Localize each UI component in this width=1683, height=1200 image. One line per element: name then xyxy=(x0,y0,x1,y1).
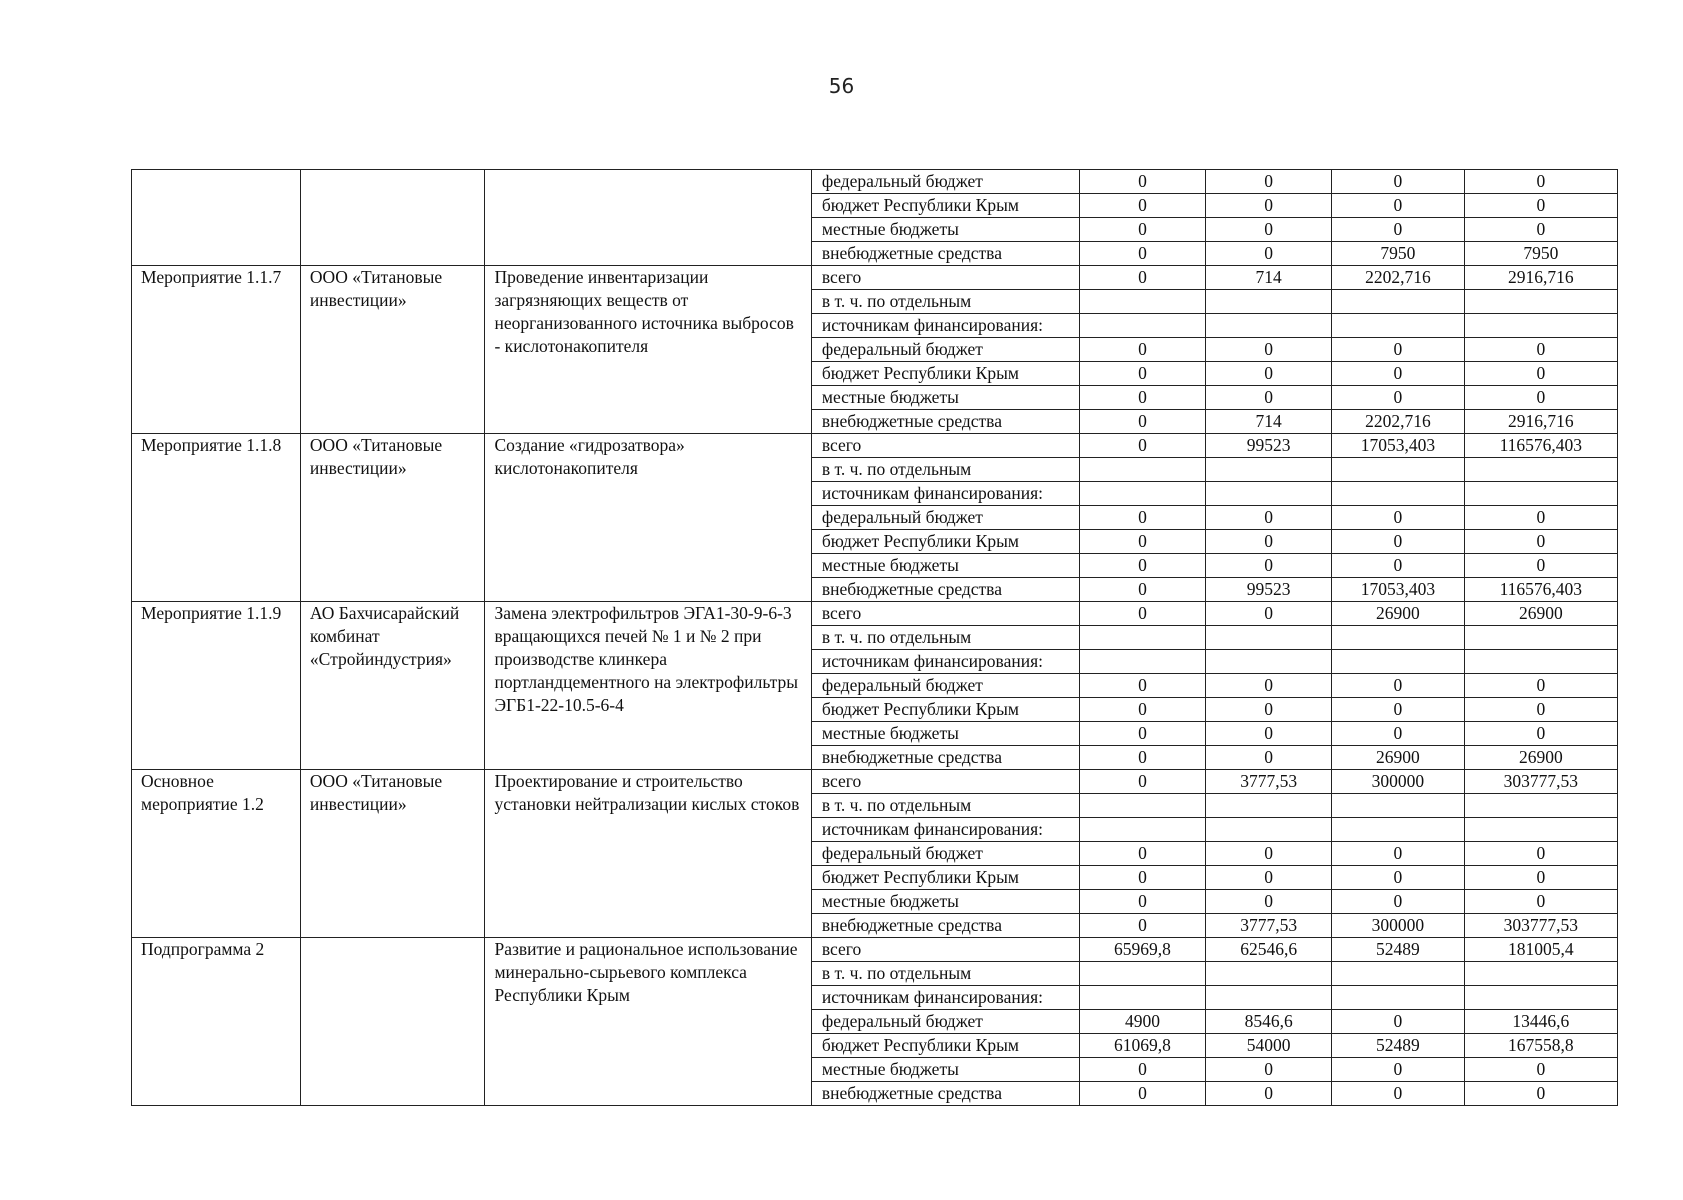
value-cell xyxy=(1332,290,1464,314)
value-cell xyxy=(1206,290,1332,314)
value-cell xyxy=(1332,314,1464,338)
source-label: бюджет Республики Крым xyxy=(811,194,1079,218)
source-label: бюджет Республики Крым xyxy=(811,866,1079,890)
value-cell xyxy=(1332,962,1464,986)
value-cell: 0 xyxy=(1206,386,1332,410)
value-cell: 300000 xyxy=(1332,770,1464,794)
value-cell: 0 xyxy=(1206,674,1332,698)
value-cell: 181005,4 xyxy=(1464,938,1617,962)
value-cell: 0 xyxy=(1464,1082,1617,1106)
value-cell: 0 xyxy=(1206,554,1332,578)
value-cell: 0 xyxy=(1206,890,1332,914)
source-label: местные бюджеты xyxy=(811,890,1079,914)
page-number: 56 xyxy=(828,74,855,98)
value-cell: 0 xyxy=(1332,338,1464,362)
value-cell: 0 xyxy=(1332,194,1464,218)
value-cell: 0 xyxy=(1332,674,1464,698)
value-cell xyxy=(1079,794,1205,818)
value-cell: 0 xyxy=(1079,842,1205,866)
value-cell: 0 xyxy=(1079,674,1205,698)
source-label: внебюджетные средства xyxy=(811,410,1079,434)
value-cell: 0 xyxy=(1206,338,1332,362)
value-cell: 714 xyxy=(1206,266,1332,290)
value-cell: 0 xyxy=(1464,338,1617,362)
source-label: всего xyxy=(811,266,1079,290)
value-cell: 0 xyxy=(1206,746,1332,770)
value-cell: 26900 xyxy=(1332,602,1464,626)
value-cell: 0 xyxy=(1464,170,1617,194)
source-label: федеральный бюджет xyxy=(811,170,1079,194)
value-cell: 0 xyxy=(1079,722,1205,746)
description-cell: Проектирование и строительство установки нейтрализации кислых стоков xyxy=(485,770,811,938)
value-cell: 0 xyxy=(1079,1058,1205,1082)
value-cell xyxy=(1206,314,1332,338)
table-row xyxy=(132,770,1618,794)
value-cell: 26900 xyxy=(1464,602,1617,626)
source-label: в т. ч. по отдельным xyxy=(811,290,1079,314)
value-cell: 3777,53 xyxy=(1206,770,1332,794)
value-cell xyxy=(1464,650,1617,674)
value-cell: 714 xyxy=(1206,410,1332,434)
value-cell: 0 xyxy=(1332,1010,1464,1034)
source-label: бюджет Республики Крым xyxy=(811,530,1079,554)
value-cell xyxy=(1206,986,1332,1010)
value-cell: 3777,53 xyxy=(1206,914,1332,938)
executor-cell xyxy=(300,938,485,1106)
source-label: в т. ч. по отдельным xyxy=(811,458,1079,482)
source-label: источникам финансирования: xyxy=(811,482,1079,506)
source-label: внебюджетные средства xyxy=(811,578,1079,602)
value-cell: 0 xyxy=(1079,386,1205,410)
source-label: федеральный бюджет xyxy=(811,842,1079,866)
value-cell: 2916,716 xyxy=(1464,266,1617,290)
value-cell: 0 xyxy=(1079,170,1205,194)
value-cell: 0 xyxy=(1332,890,1464,914)
value-cell xyxy=(1464,986,1617,1010)
value-cell: 0 xyxy=(1079,746,1205,770)
value-cell xyxy=(1332,986,1464,1010)
value-cell: 0 xyxy=(1079,218,1205,242)
table-row xyxy=(132,602,1618,626)
source-label: федеральный бюджет xyxy=(811,338,1079,362)
source-label: всего xyxy=(811,770,1079,794)
value-cell: 0 xyxy=(1332,842,1464,866)
value-cell: 0 xyxy=(1332,362,1464,386)
value-cell: 7950 xyxy=(1332,242,1464,266)
value-cell xyxy=(1332,818,1464,842)
table-row xyxy=(132,266,1618,290)
value-cell: 116576,403 xyxy=(1464,578,1617,602)
value-cell: 0 xyxy=(1332,530,1464,554)
value-cell: 0 xyxy=(1206,218,1332,242)
value-cell: 0 xyxy=(1206,242,1332,266)
value-cell xyxy=(1079,650,1205,674)
value-cell xyxy=(1079,818,1205,842)
value-cell: 0 xyxy=(1079,578,1205,602)
value-cell: 17053,403 xyxy=(1332,434,1464,458)
source-label: бюджет Республики Крым xyxy=(811,362,1079,386)
value-cell xyxy=(1464,482,1617,506)
source-label: всего xyxy=(811,938,1079,962)
value-cell xyxy=(1464,290,1617,314)
source-label: местные бюджеты xyxy=(811,722,1079,746)
value-cell: 0 xyxy=(1206,842,1332,866)
description-cell: Проведение инвентаризации загрязняющих веществ от неорганизованного источника выбросов - кислотонакопителя xyxy=(485,266,811,434)
value-cell: 0 xyxy=(1332,1058,1464,1082)
source-label: источникам финансирования: xyxy=(811,650,1079,674)
value-cell xyxy=(1464,818,1617,842)
value-cell: 303777,53 xyxy=(1464,770,1617,794)
value-cell xyxy=(1332,458,1464,482)
value-cell: 0 xyxy=(1332,698,1464,722)
name-cell: Основное мероприятие 1.2 xyxy=(132,770,301,938)
name-cell: Подпрограмма 2 xyxy=(132,938,301,1106)
value-cell: 0 xyxy=(1332,722,1464,746)
value-cell: 0 xyxy=(1332,554,1464,578)
value-cell: 0 xyxy=(1464,890,1617,914)
value-cell: 0 xyxy=(1206,602,1332,626)
description-cell: Создание «гидрозатвора» кислотонакопителя xyxy=(485,434,811,602)
source-label: местные бюджеты xyxy=(811,218,1079,242)
value-cell: 2202,716 xyxy=(1332,410,1464,434)
name-cell: Мероприятие 1.1.8 xyxy=(132,434,301,602)
value-cell xyxy=(1206,818,1332,842)
source-label: источникам финансирования: xyxy=(811,818,1079,842)
value-cell: 0 xyxy=(1464,506,1617,530)
value-cell xyxy=(1206,962,1332,986)
value-cell: 0 xyxy=(1206,866,1332,890)
name-cell xyxy=(132,170,301,266)
value-cell xyxy=(1079,314,1205,338)
value-cell: 0 xyxy=(1332,386,1464,410)
value-cell: 0 xyxy=(1206,362,1332,386)
value-cell: 0 xyxy=(1464,554,1617,578)
value-cell: 52489 xyxy=(1332,938,1464,962)
table-body xyxy=(132,170,1618,1106)
value-cell: 167558,8 xyxy=(1464,1034,1617,1058)
value-cell: 0 xyxy=(1206,722,1332,746)
value-cell: 99523 xyxy=(1206,578,1332,602)
value-cell: 0 xyxy=(1332,506,1464,530)
value-cell: 99523 xyxy=(1206,434,1332,458)
value-cell: 0 xyxy=(1464,530,1617,554)
executor-cell xyxy=(300,170,485,266)
value-cell: 300000 xyxy=(1332,914,1464,938)
description-cell: Развитие и рациональное использование минерально-сырьевого комплекса Республики Крым xyxy=(485,938,811,1106)
description-cell xyxy=(485,170,811,266)
value-cell: 0 xyxy=(1332,1082,1464,1106)
source-label: в т. ч. по отдельным xyxy=(811,794,1079,818)
table-row xyxy=(132,434,1618,458)
value-cell: 0 xyxy=(1079,362,1205,386)
source-label: местные бюджеты xyxy=(811,1058,1079,1082)
name-cell: Мероприятие 1.1.7 xyxy=(132,266,301,434)
value-cell: 0 xyxy=(1464,362,1617,386)
value-cell xyxy=(1079,482,1205,506)
value-cell xyxy=(1464,458,1617,482)
value-cell: 0 xyxy=(1464,842,1617,866)
value-cell: 0 xyxy=(1079,890,1205,914)
value-cell: 0 xyxy=(1206,698,1332,722)
value-cell: 0 xyxy=(1079,866,1205,890)
value-cell: 0 xyxy=(1079,434,1205,458)
source-label: всего xyxy=(811,602,1079,626)
value-cell: 61069,8 xyxy=(1079,1034,1205,1058)
source-label: федеральный бюджет xyxy=(811,1010,1079,1034)
value-cell: 0 xyxy=(1206,530,1332,554)
value-cell xyxy=(1079,290,1205,314)
source-label: источникам финансирования: xyxy=(811,986,1079,1010)
value-cell xyxy=(1464,626,1617,650)
source-label: местные бюджеты xyxy=(811,554,1079,578)
value-cell: 0 xyxy=(1206,194,1332,218)
source-label: местные бюджеты xyxy=(811,386,1079,410)
value-cell: 0 xyxy=(1206,170,1332,194)
value-cell: 0 xyxy=(1464,194,1617,218)
value-cell: 0 xyxy=(1079,1082,1205,1106)
value-cell xyxy=(1332,650,1464,674)
source-label: источникам финансирования: xyxy=(811,314,1079,338)
value-cell: 0 xyxy=(1079,242,1205,266)
value-cell: 0 xyxy=(1206,506,1332,530)
name-cell: Мероприятие 1.1.9 xyxy=(132,602,301,770)
value-cell xyxy=(1206,458,1332,482)
value-cell: 0 xyxy=(1464,698,1617,722)
value-cell: 0 xyxy=(1079,602,1205,626)
financing-table xyxy=(131,169,1618,1106)
value-cell: 54000 xyxy=(1206,1034,1332,1058)
table-row xyxy=(132,938,1618,962)
source-label: всего xyxy=(811,434,1079,458)
source-label: федеральный бюджет xyxy=(811,674,1079,698)
value-cell: 7950 xyxy=(1464,242,1617,266)
executor-cell: АО Бахчисарайский комбинат «Стройиндустрия» xyxy=(300,602,485,770)
value-cell xyxy=(1332,626,1464,650)
source-label: внебюджетные средства xyxy=(811,746,1079,770)
value-cell xyxy=(1332,482,1464,506)
executor-cell: ООО «Титановые инвестиции» xyxy=(300,266,485,434)
value-cell: 0 xyxy=(1079,530,1205,554)
value-cell xyxy=(1206,794,1332,818)
value-cell: 0 xyxy=(1079,770,1205,794)
value-cell: 0 xyxy=(1464,722,1617,746)
value-cell: 0 xyxy=(1206,1058,1332,1082)
value-cell: 4900 xyxy=(1079,1010,1205,1034)
executor-cell: ООО «Титановые инвестиции» xyxy=(300,770,485,938)
value-cell: 17053,403 xyxy=(1332,578,1464,602)
value-cell: 62546,6 xyxy=(1206,938,1332,962)
value-cell xyxy=(1079,986,1205,1010)
value-cell xyxy=(1206,650,1332,674)
value-cell: 26900 xyxy=(1332,746,1464,770)
value-cell xyxy=(1464,314,1617,338)
value-cell: 0 xyxy=(1079,266,1205,290)
value-cell xyxy=(1206,482,1332,506)
value-cell xyxy=(1079,458,1205,482)
value-cell: 0 xyxy=(1079,338,1205,362)
source-label: в т. ч. по отдельным xyxy=(811,962,1079,986)
source-label: в т. ч. по отдельным xyxy=(811,626,1079,650)
source-label: внебюджетные средства xyxy=(811,242,1079,266)
value-cell: 26900 xyxy=(1464,746,1617,770)
value-cell: 52489 xyxy=(1332,1034,1464,1058)
value-cell: 0 xyxy=(1206,1082,1332,1106)
value-cell xyxy=(1464,794,1617,818)
value-cell: 0 xyxy=(1079,698,1205,722)
value-cell xyxy=(1079,626,1205,650)
value-cell: 2202,716 xyxy=(1332,266,1464,290)
value-cell: 0 xyxy=(1079,554,1205,578)
value-cell: 0 xyxy=(1079,410,1205,434)
value-cell: 13446,6 xyxy=(1464,1010,1617,1034)
value-cell: 0 xyxy=(1464,866,1617,890)
executor-cell: ООО «Титановые инвестиции» xyxy=(300,434,485,602)
value-cell: 8546,6 xyxy=(1206,1010,1332,1034)
value-cell: 0 xyxy=(1079,914,1205,938)
value-cell: 0 xyxy=(1464,386,1617,410)
value-cell: 0 xyxy=(1332,170,1464,194)
value-cell: 303777,53 xyxy=(1464,914,1617,938)
source-label: бюджет Республики Крым xyxy=(811,1034,1079,1058)
source-label: федеральный бюджет xyxy=(811,506,1079,530)
value-cell: 0 xyxy=(1332,218,1464,242)
value-cell xyxy=(1332,794,1464,818)
source-label: внебюджетные средства xyxy=(811,914,1079,938)
value-cell: 0 xyxy=(1079,194,1205,218)
value-cell: 0 xyxy=(1079,506,1205,530)
value-cell: 0 xyxy=(1464,218,1617,242)
value-cell: 65969,8 xyxy=(1079,938,1205,962)
value-cell xyxy=(1464,962,1617,986)
value-cell: 2916,716 xyxy=(1464,410,1617,434)
value-cell: 0 xyxy=(1464,674,1617,698)
value-cell: 116576,403 xyxy=(1464,434,1617,458)
source-label: бюджет Республики Крым xyxy=(811,698,1079,722)
table-row xyxy=(132,170,1618,194)
value-cell xyxy=(1206,626,1332,650)
value-cell xyxy=(1079,962,1205,986)
description-cell: Замена электрофильтров ЭГА1-30-9-6-3 вращающихся печей № 1 и № 2 при производстве клинкера портландцементного на электрофильтры ЭГБ1-22-10.5-6-4 xyxy=(485,602,811,770)
value-cell: 0 xyxy=(1332,866,1464,890)
source-label: внебюджетные средства xyxy=(811,1082,1079,1106)
value-cell: 0 xyxy=(1464,1058,1617,1082)
